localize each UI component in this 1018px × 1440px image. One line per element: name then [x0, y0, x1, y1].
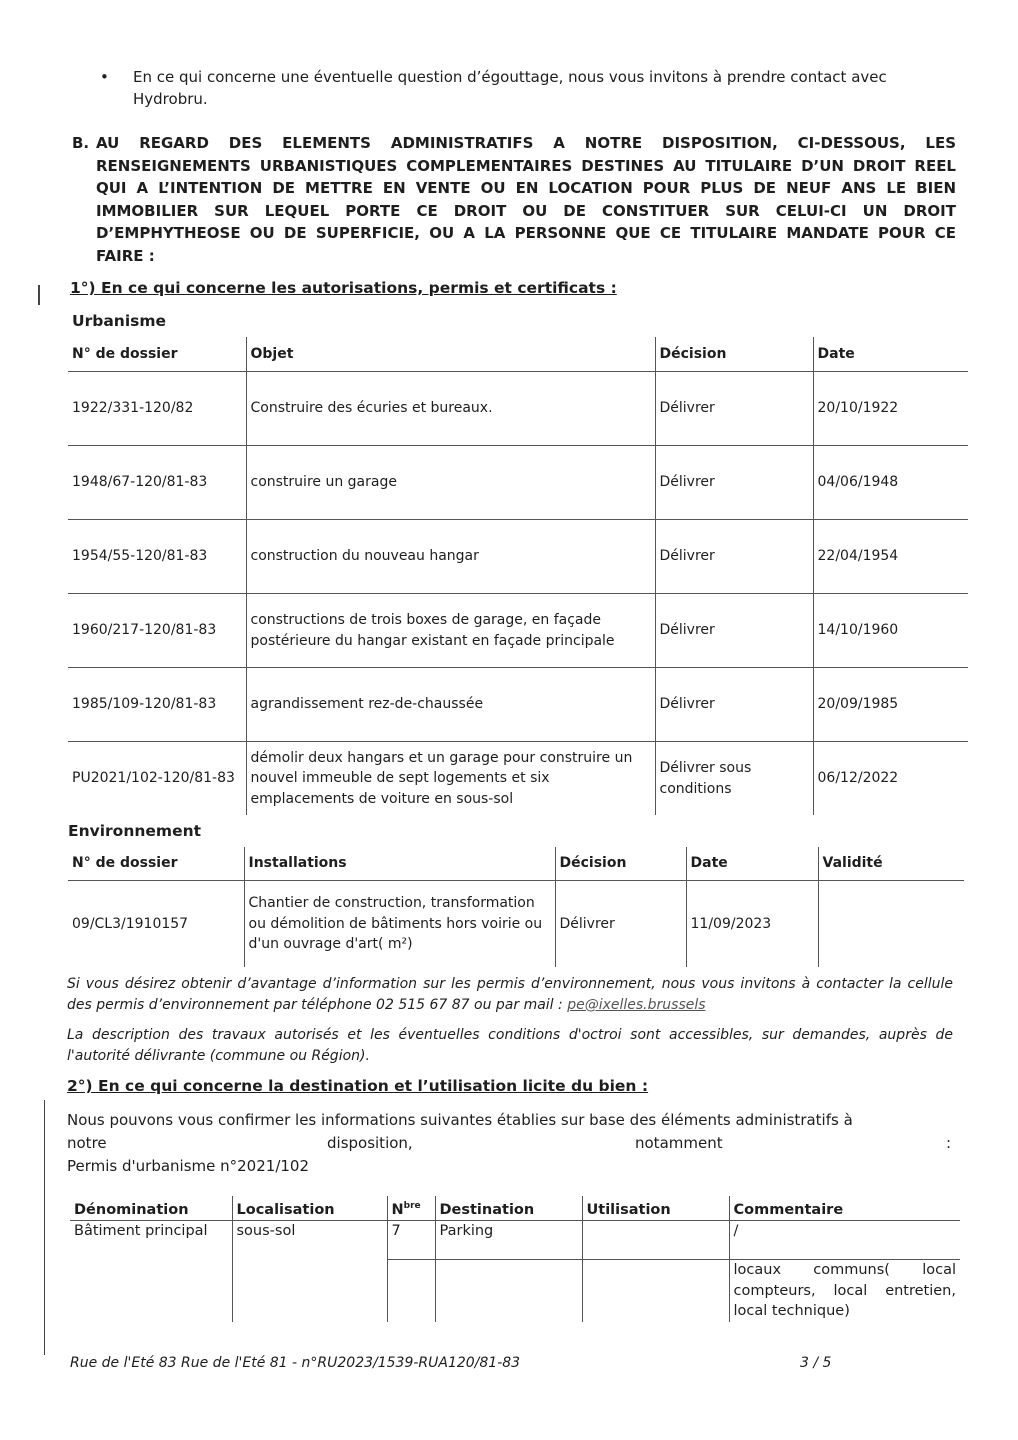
cell-objet: démolir deux hangars et un garage pour construire un nouvel immeuble de sept logements et six emplacements de voiture en sous-sol — [246, 742, 655, 816]
section-b — [72, 132, 956, 268]
cell-denomination: Bâtiment principal — [74, 1223, 208, 1240]
col-header-utilisation: Utilisation — [582, 1196, 729, 1221]
heading-authorizations: 1°) En ce qui concerne les autorisations, permis et certificats : — [70, 279, 617, 297]
col-header-validite: Validité — [818, 847, 964, 881]
cell-decision: Délivrer — [655, 372, 813, 446]
col-header-decision: Décision — [655, 337, 813, 372]
cell-nbre: 7 — [387, 1221, 435, 1260]
cell-dossier: 1954/55-120/81-83 — [68, 520, 246, 594]
section-b-label: B. — [72, 134, 90, 152]
cell-localisation — [232, 1260, 387, 1323]
col-header-denomination: Dénomination — [70, 1196, 232, 1221]
confirm-colon: : — [946, 1134, 952, 1152]
table-row — [68, 372, 968, 446]
table-row — [68, 446, 968, 520]
cell-date: 20/09/1985 — [813, 668, 968, 742]
cell-nbre — [387, 1260, 435, 1323]
cell-dossier: 1948/67-120/81-83 — [68, 446, 246, 520]
cell-date: 20/10/1922 — [813, 372, 968, 446]
env-email-link[interactable]: pe@ixelles.brussels — [567, 997, 706, 1013]
table-row — [70, 1221, 960, 1260]
col-header-commentaire: Commentaire — [729, 1196, 960, 1221]
cell-date: 06/12/2022 — [813, 742, 968, 816]
env-note-text: Si vous désirez obtenir d’avantage d’information sur les permis d’environnement, nous vous invitons à contacter la cellule des permis d’environnement par téléphone 02 515 67 87 ou par mail : — [67, 976, 953, 1013]
cell-date: 14/10/1960 — [813, 594, 968, 668]
cell-commentaire: locaux communs( local compteurs, local entretien, local technique) — [729, 1260, 960, 1323]
cell-destination: Parking — [435, 1221, 582, 1260]
col-header-dossier: N° de dossier — [72, 855, 178, 872]
table-row — [70, 1260, 960, 1323]
confirm-word-disposition: disposition, — [327, 1134, 413, 1152]
table-row — [68, 594, 968, 668]
cell-dossier: 1922/331-120/82 — [68, 372, 246, 446]
nbre-sup: bre — [403, 1201, 421, 1211]
cell-objet: construction du nouveau hangar — [246, 520, 655, 594]
urbanisme-table — [68, 337, 968, 815]
margin-mark — [38, 285, 40, 305]
cell-objet: construire un garage — [246, 446, 655, 520]
bullet-symbol: • — [100, 68, 109, 86]
environnement-table — [68, 847, 964, 967]
cell-decision: Délivrer sous conditions — [655, 742, 813, 816]
cell-dossier: 09/CL3/1910157 — [68, 881, 244, 968]
cell-denomination — [70, 1260, 232, 1323]
destination-table — [70, 1196, 960, 1322]
col-header-decision: Décision — [555, 847, 686, 881]
confirm-word-notre: notre — [67, 1134, 107, 1152]
heading-destination: 2°) En ce qui concerne la destination et l’utilisation licite du bien : — [67, 1077, 649, 1095]
col-header-date: Date — [686, 847, 818, 881]
cell-destination — [435, 1260, 582, 1323]
table-row — [68, 668, 968, 742]
environnement-title: Environnement — [68, 822, 202, 840]
cell-decision: Délivrer — [655, 446, 813, 520]
cell-validite — [818, 881, 964, 968]
cell-date: 22/04/1954 — [813, 520, 968, 594]
page-number: 3 / 5 — [800, 1355, 832, 1371]
cell-decision: Délivrer — [655, 594, 813, 668]
cell-decision: Délivrer — [655, 520, 813, 594]
cell-objet: Construire des écuries et bureaux. — [246, 372, 655, 446]
cell-objet: constructions de trois boxes de garage, en façade postérieure du hangar existant en façade principale — [246, 594, 655, 668]
col-header-destination: Destination — [435, 1196, 582, 1221]
cell-dossier: 1960/217-120/81-83 — [68, 594, 246, 668]
cell-dossier: PU2021/102-120/81-83 — [68, 742, 246, 816]
urbanisme-title: Urbanisme — [72, 312, 167, 330]
table-row — [68, 881, 964, 968]
col-header-date: Date — [813, 337, 968, 372]
col-header-installations: Installations — [244, 847, 555, 881]
cell-decision: Délivrer — [555, 881, 686, 968]
env-note — [67, 974, 953, 1016]
nbre-main: N — [391, 1201, 404, 1218]
cell-decision: Délivrer — [655, 668, 813, 742]
cell-dossier: 1985/109-120/81-83 — [68, 668, 246, 742]
confirm-word-notamment: notamment — [635, 1134, 723, 1152]
permit-reference: Permis d'urbanisme n°2021/102 — [67, 1157, 309, 1175]
table-row — [68, 520, 968, 594]
cell-date: 11/09/2023 — [686, 881, 818, 968]
col-header-objet: Objet — [246, 337, 655, 372]
footer-address: Rue de l'Eté 83 Rue de l'Eté 81 - n°RU2023/1539-RUA120/81-83 — [70, 1355, 521, 1371]
confirm-line-1: Nous pouvons vous confirmer les informations suivantes établies sur base des éléments administratifs à — [67, 1111, 853, 1129]
cell-commentaire: / — [729, 1221, 960, 1260]
margin-mark — [44, 1100, 45, 1355]
col-header-nbre — [387, 1196, 435, 1221]
bullet-text: En ce qui concerne une éventuelle question d’égouttage, nous vous invitons à prendre contact avec Hydrobru. — [133, 68, 887, 108]
cell-date: 04/06/1948 — [813, 446, 968, 520]
col-header-localisation: Localisation — [232, 1196, 387, 1221]
cell-utilisation — [582, 1260, 729, 1323]
table-row — [68, 742, 968, 816]
cell-localisation: sous-sol — [232, 1221, 387, 1260]
cell-objet: agrandissement rez-de-chaussée — [246, 668, 655, 742]
section-b-text: AU REGARD DES ELEMENTS ADMINISTRATIFS A NOTRE DISPOSITION, CI-DESSOUS, LES RENSEIGNEMENTS URBANISTIQUES COMPLEMENTAIRES DESTINES AU TITULAIRE D’UN DROIT REEL QUI A L’INTENTION DE METTRE EN VENTE OU EN LOCATION POUR PLUS DE NEUF ANS LE BIEN IMMOBILIER SUR LEQUEL PORTE CE DROIT OU DE CONSTITUER SUR CELUI-CI UN DROIT D’EMPHYTHEOSE OU DE SUPERFICIE, OU A LA PERSONNE QUE CE TITULAIRE MANDATE POUR CE FAIRE : — [96, 134, 956, 265]
cell-installations: Chantier de construction, transformation ou démolition de bâtiments hors voirie ou d'un ouvrage d'art( m²) — [244, 881, 555, 968]
description-note: La description des travaux autorisés et les éventuelles conditions d'octroi sont accessibles, sur demandes, auprès de l'autorité délivrante (commune ou Région). — [67, 1027, 953, 1064]
cell-utilisation — [582, 1221, 729, 1260]
col-header-dossier: N° de dossier — [68, 337, 246, 372]
